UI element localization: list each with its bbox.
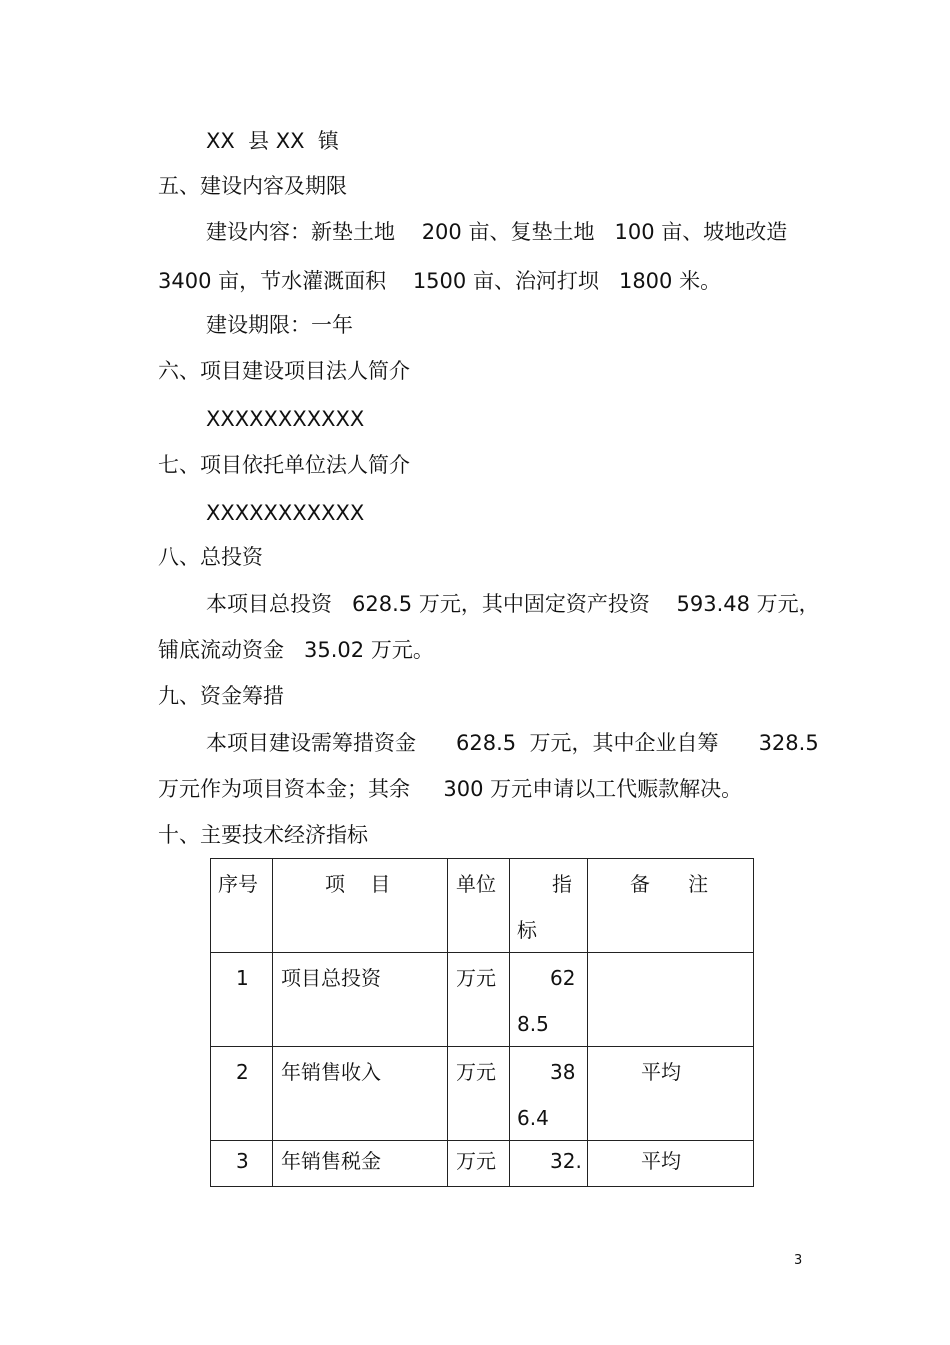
- project-legal-person-text: XXXXXXXXXXX: [206, 407, 365, 431]
- indicator-table: [210, 858, 754, 1187]
- supporting-unit-text: XXXXXXXXXXX: [206, 501, 365, 525]
- header-no: 序号: [218, 872, 258, 896]
- header-item: 项 目: [325, 872, 391, 896]
- row-item: 年销售收入: [281, 1060, 381, 1084]
- row-no: 1: [236, 966, 249, 990]
- construction-content-line-2: 3400 亩，节水灌溉面积 1500 亩、治河打坝 1800 米。: [158, 269, 722, 293]
- row-item: 年销售税金: [281, 1149, 381, 1173]
- row-unit: 万元: [456, 1060, 496, 1084]
- row-note: 平均: [641, 1060, 681, 1084]
- header-unit: 单位: [456, 872, 496, 896]
- funding-line-2: 万元作为项目资本金；其余 300 万元申请以工代赈款解决。: [158, 777, 743, 801]
- header-note: 备 注: [630, 872, 709, 896]
- table-row: [211, 953, 754, 1047]
- section-5-heading: 五、建设内容及期限: [158, 174, 347, 198]
- row-item: 项目总投资: [281, 966, 381, 990]
- table-row: [211, 1141, 754, 1187]
- table-header-row: [211, 859, 754, 953]
- header-index-part1: 指: [552, 872, 572, 896]
- funding-line-1: 本项目建设需筹措资金 628.5 万元，其中企业自筹 328.5: [206, 731, 819, 755]
- page-number: 3: [794, 1253, 803, 1268]
- section-10-heading: 十、主要技术经济指标: [158, 823, 368, 847]
- table-row: [211, 1047, 754, 1141]
- row-no: 2: [236, 1060, 249, 1084]
- section-6-heading: 六、项目建设项目法人简介: [158, 359, 410, 383]
- row-value-part1: 38: [550, 1060, 576, 1084]
- section-8-heading: 八、总投资: [158, 545, 263, 569]
- row-unit: 万元: [456, 1149, 496, 1173]
- section-9-heading: 九、资金筹措: [158, 684, 284, 708]
- location-line: XX 县 XX 镇: [206, 129, 339, 153]
- row-value-part2: 6.4: [517, 1106, 549, 1130]
- row-value-part1: 32.: [550, 1149, 582, 1173]
- row-value-part2: 8.5: [517, 1012, 549, 1036]
- row-note: 平均: [641, 1149, 681, 1173]
- construction-period-line: 建设期限：一年: [206, 313, 353, 337]
- row-no: 3: [236, 1149, 249, 1173]
- construction-content-line-1: 建设内容：新垫土地 200 亩、复垫土地 100 亩、坡地改造: [206, 220, 788, 244]
- row-unit: 万元: [456, 966, 496, 990]
- section-7-heading: 七、项目依托单位法人简介: [158, 453, 410, 477]
- total-investment-line-2: 铺底流动资金 35.02 万元。: [158, 638, 434, 662]
- row-value-part1: 62: [550, 966, 576, 990]
- header-index-part2: 标: [517, 918, 537, 942]
- total-investment-line-1: 本项目总投资 628.5 万元，其中固定资产投资 593.48 万元，: [206, 592, 820, 616]
